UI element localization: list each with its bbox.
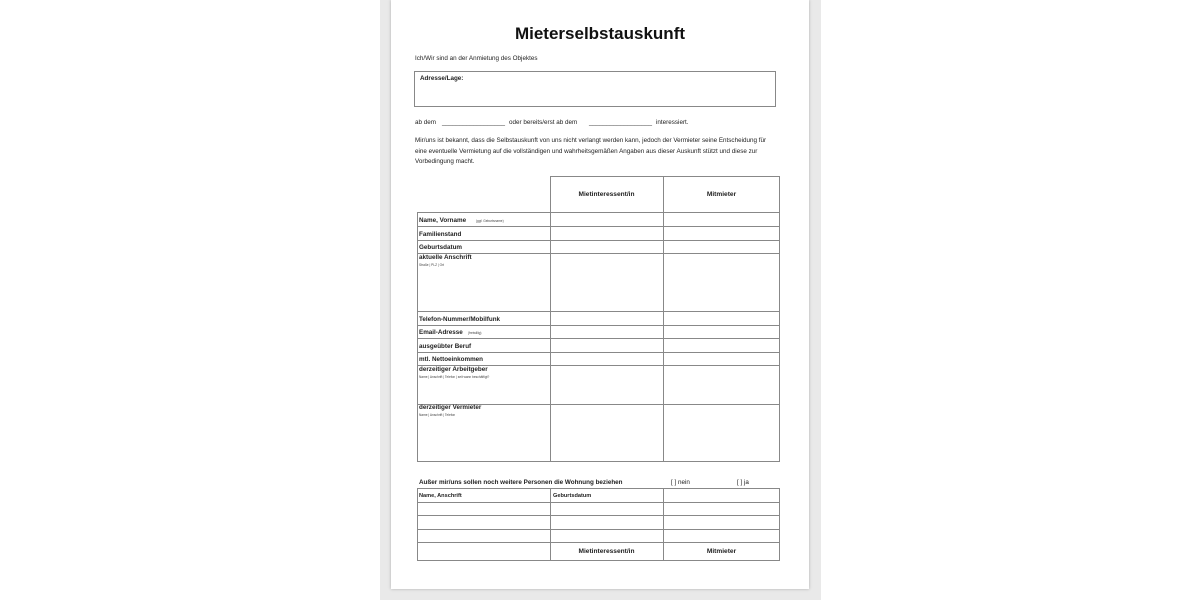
main-table-body bbox=[417, 212, 780, 462]
persons-question: Außer mir/uns sollen noch weitere Personen die Wohnung beziehen bbox=[419, 479, 623, 486]
date-blank-1[interactable]: __________________ bbox=[442, 119, 506, 126]
date-line-end: interessiert. bbox=[656, 119, 689, 126]
row-label: ausgeübter Beruf bbox=[419, 343, 472, 350]
row-divider bbox=[417, 542, 780, 543]
row-divider bbox=[417, 325, 780, 326]
row-note: Name | Anschrift | Telefon | seit wann beschäftigt? bbox=[419, 375, 490, 379]
row-divider bbox=[417, 515, 780, 516]
row-divider bbox=[417, 338, 780, 339]
persons-col-birth: Geburtsdatum bbox=[553, 493, 592, 499]
address-label: Adresse/Lage: bbox=[420, 75, 464, 82]
document-title: Mieterselbstauskunft bbox=[514, 24, 686, 43]
row-label: Geburtsdatum bbox=[419, 244, 463, 251]
row-label: Email-Adresse bbox=[419, 329, 463, 336]
intro-text: Ich/Wir sind an der Anmietung des Objektes bbox=[415, 55, 538, 62]
date-blank-2[interactable]: __________________ bbox=[589, 119, 653, 126]
row-note: (freiwillig) bbox=[468, 331, 482, 335]
row-divider bbox=[417, 311, 780, 312]
date-line-ab: ab dem bbox=[415, 119, 437, 126]
footer-col-interessent: Mietinteressent/in bbox=[578, 548, 635, 555]
row-divider bbox=[417, 502, 780, 503]
row-divider bbox=[417, 226, 780, 227]
footer-col-mitmieter: Mitmieter bbox=[706, 548, 737, 555]
option-no-checkbox[interactable]: [ ] nein bbox=[671, 479, 690, 486]
row-label: Telefon-Nummer/Mobilfunk bbox=[419, 316, 501, 323]
col-divider-2 bbox=[663, 176, 664, 462]
col-header-interessent: Mietinteressent/in bbox=[578, 191, 635, 198]
document-page bbox=[391, 0, 809, 589]
row-divider bbox=[417, 352, 780, 353]
date-line-middle: oder bereits/erst ab dem bbox=[509, 119, 578, 126]
row-note: Name | Anschrift | Telefon bbox=[419, 413, 456, 417]
row-label: aktuelle Anschrift bbox=[419, 254, 472, 261]
col-header-mitmieter: Mitmieter bbox=[706, 191, 737, 198]
row-label: Familienstand bbox=[419, 231, 462, 238]
option-yes-checkbox[interactable]: [ ] ja bbox=[737, 479, 749, 486]
disclaimer-paragraph: Mir/uns ist bekannt, dass die Selbstauskunft von uns nicht verlangt werden kann, jedoch der Vermieter seine Entscheidung für eine eventuelle Vermietung auf die vollständigen und wahrheitsgemäßen Angaben aus dieser Auskunft stützt und diese zur Vorbedingung macht. bbox=[415, 137, 767, 166]
row-label: derzeitiger Vermieter bbox=[419, 404, 482, 411]
row-note: (ggf. Geburtsname) bbox=[476, 219, 504, 223]
row-label: derzeitiger Arbeitgeber bbox=[419, 366, 488, 373]
row-label: mtl. Nettoeinkommen bbox=[419, 356, 484, 363]
row-divider bbox=[417, 529, 780, 530]
col-divider-1 bbox=[550, 176, 551, 462]
row-note: Straße | PLZ | Ort bbox=[419, 263, 445, 267]
address-field[interactable] bbox=[414, 71, 776, 107]
row-divider bbox=[417, 240, 780, 241]
persons-col-name: Name, Anschrift bbox=[419, 493, 462, 499]
row-label: Name, Vorname bbox=[419, 217, 467, 224]
